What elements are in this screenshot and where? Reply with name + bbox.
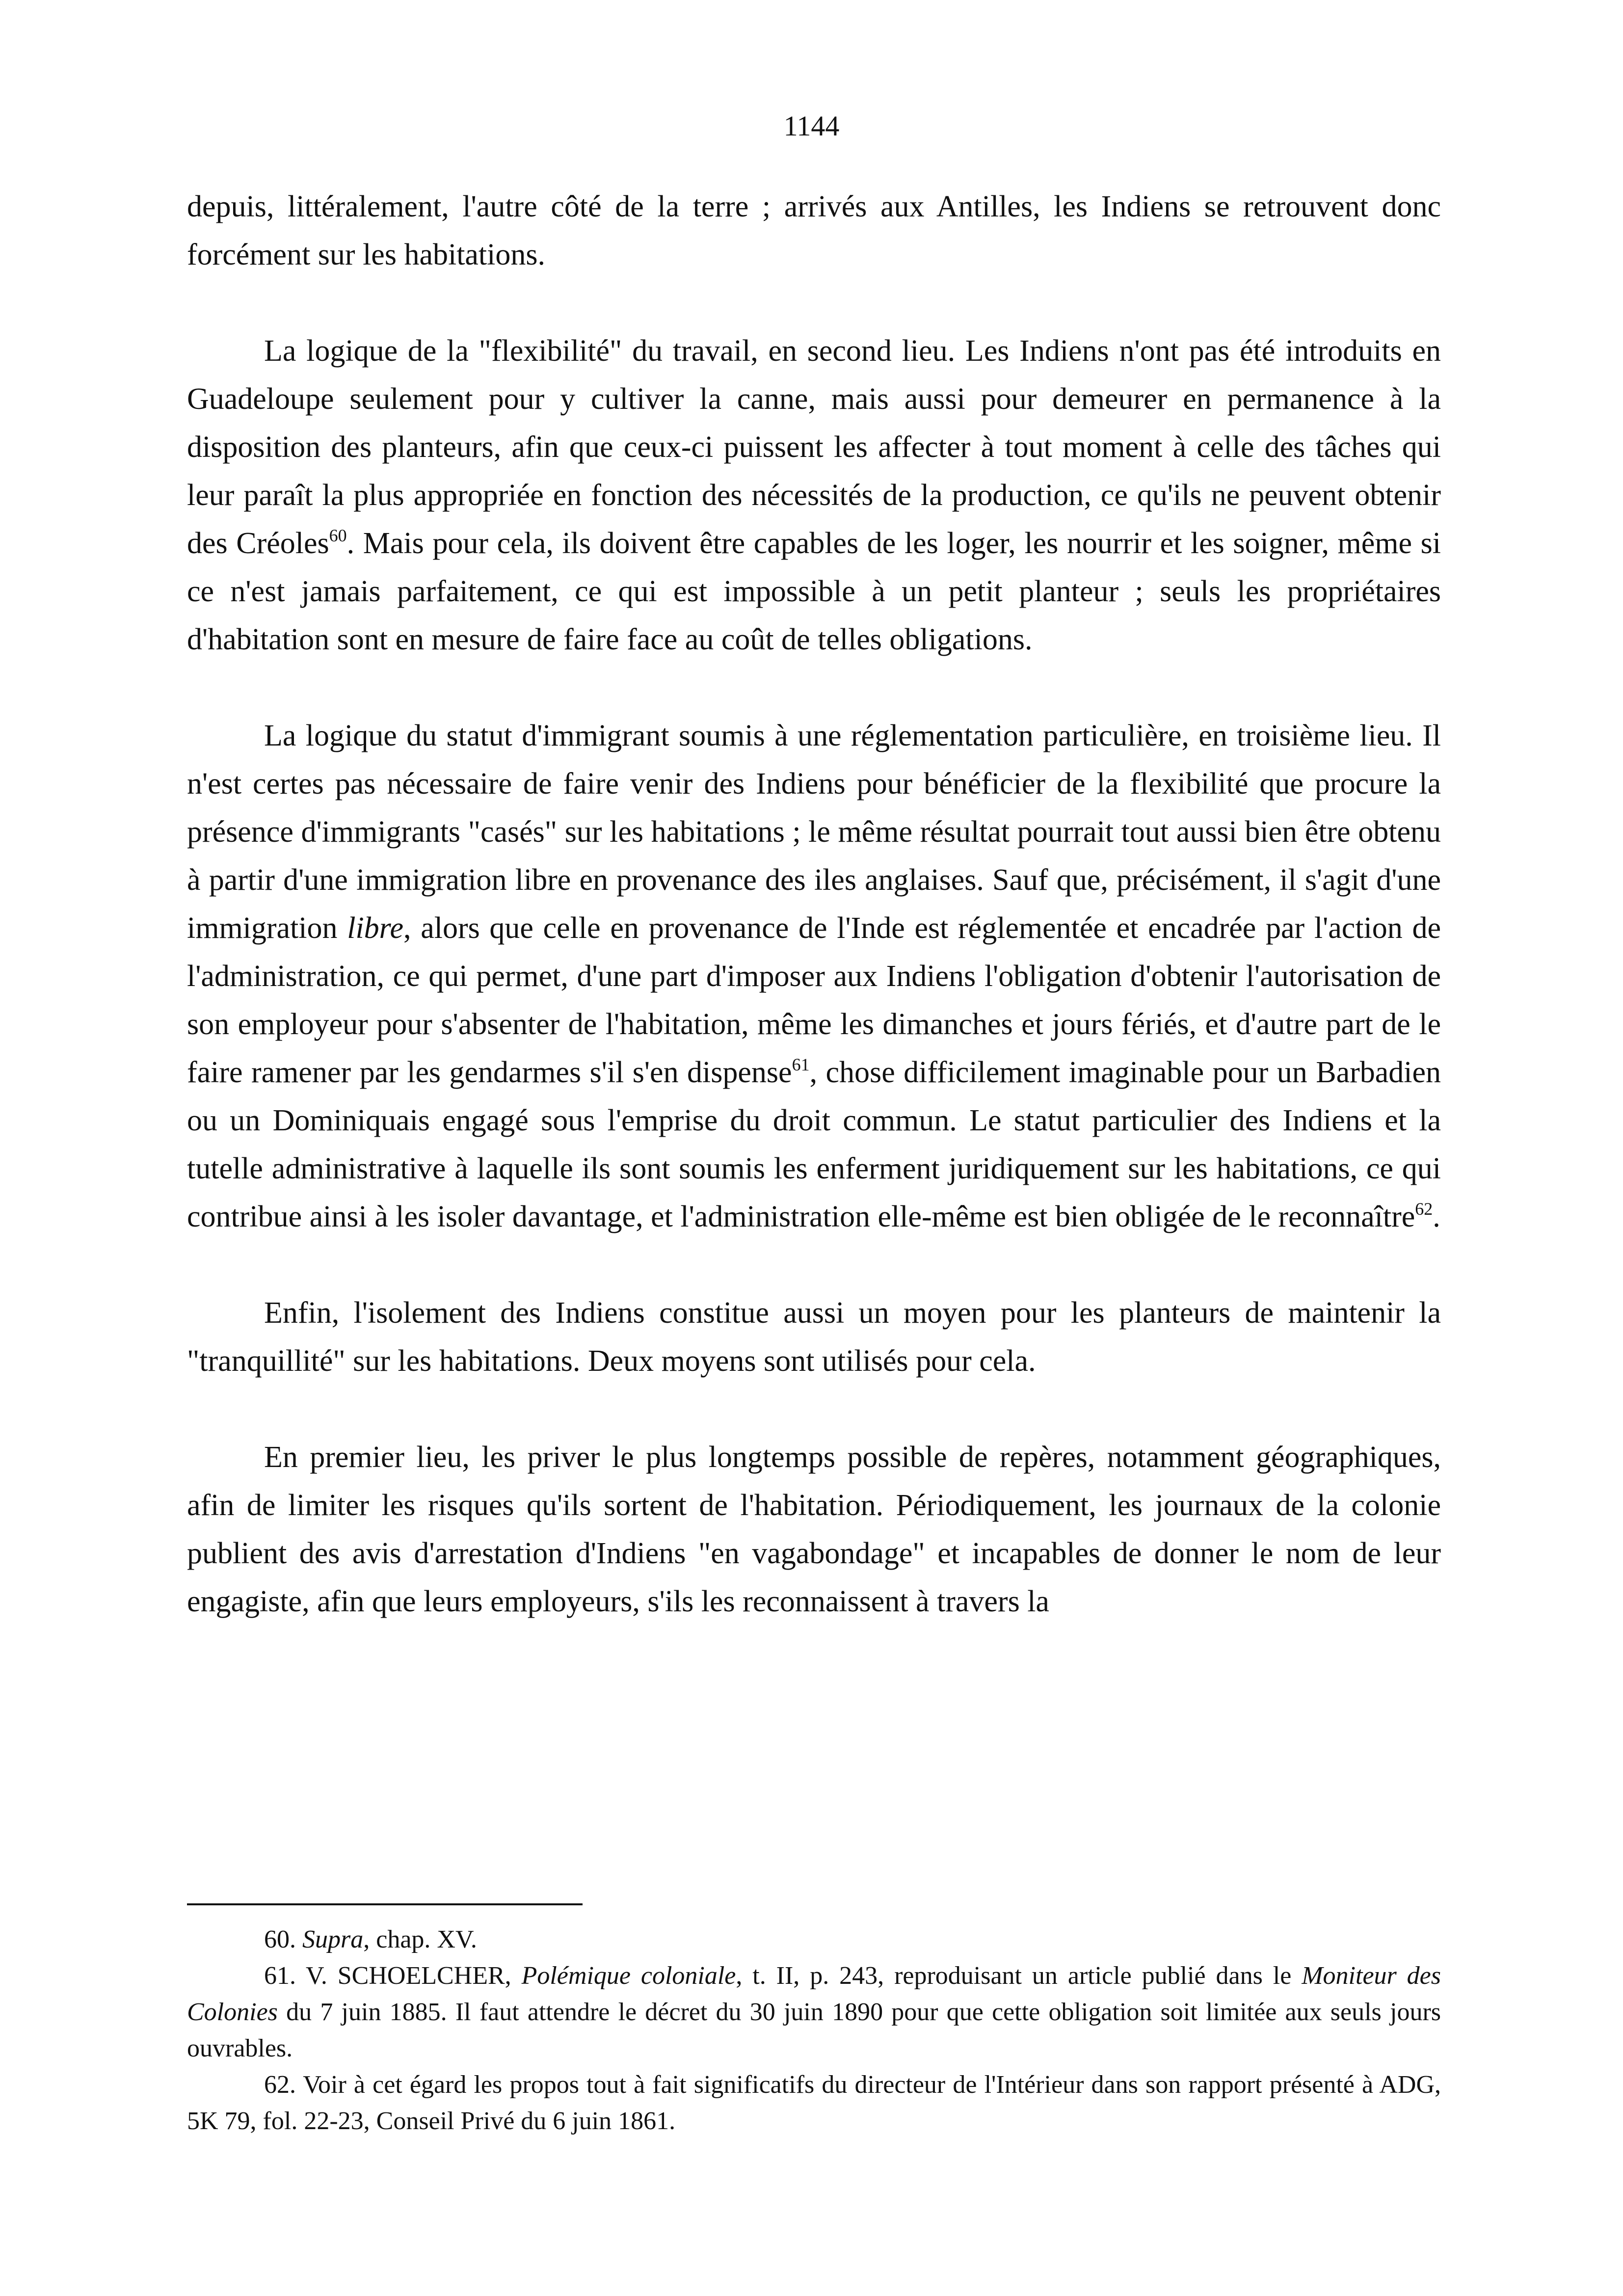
footnote-ref: 61 — [792, 1055, 810, 1074]
text-run: En premier lieu, les priver le plus longtemps possible de repères, notamment géographiques, afin de limiter les risques qu'ils sortent de l'habitation. Périodiquement, les journaux de la colonie publient des avis d'arrestation d'Indiens "en vagabondage" et incapables de donner le nom de leur engagiste, afin que leurs employeurs, s'ils les reconnaissent à travers la — [187, 1441, 1441, 1618]
italic-text: Moniteur des Colonies — [187, 1962, 1441, 2026]
footnote-ref: 62 — [1415, 1199, 1433, 1219]
italic-text: libre — [347, 911, 404, 945]
text-run: 60. — [264, 1925, 302, 1953]
text-run: , t. II, p. 243, reproduisant un article publié dans le — [736, 1962, 1302, 1990]
footnote-ref: 60 — [329, 526, 347, 545]
text-run: La logique du statut d'immigrant soumis à une réglementation particulière, en troisième lieu. Il n'est certes pas nécessaire de faire venir des Indiens pour bénéficier de la flexibilité que procure la présence d'immigrants "casés" sur les habitations ; le même résultat pourrait tout aussi bien être obtenu à partir d'une immigration libre en provenance des iles anglaises. Sauf que, précisément, il s'agit d'une immigration — [187, 719, 1441, 945]
text-run: depuis, littéralement, l'autre côté de la terre ; arrivés aux Antilles, les Indiens se retrouvent donc forcément sur les habitations. — [187, 190, 1441, 271]
text-run: 62. Voir à cet égard les propos tout à fait significatifs du directeur de l'Intérieur dans son rapport présenté à ADG, 5K 79, fol. 22-23, Conseil Privé du 6 juin 1861. — [187, 2071, 1441, 2135]
footnote — [187, 1958, 1441, 2067]
page-number: 1144 — [783, 110, 840, 142]
text-run: . Mais pour cela, ils doivent être capables de les loger, les nourrir et les soigner, même si ce n'est jamais parfaitement, ce qui est impossible à un petit planteur ; seuls les propriétaires d'habitation sont en mesure de faire face au coût de telles obligations. — [187, 527, 1441, 656]
text-run: , chap. XV. — [363, 1925, 477, 1953]
text-run: , chose difficilement imaginable pour un Barbadien ou un Dominiquais engagé sous l'emprise du droit commun. Le statut particulier des Indiens et la tutelle administrative à laquelle ils sont soumis les enferment juridiquement sur les habitations, ce qui contribue ainsi à les isoler davantage, et l'administration elle-même est bien obligée de le reconnaître — [187, 1056, 1441, 1233]
paragraph — [187, 183, 1441, 279]
footnote — [187, 2067, 1441, 2139]
text-run: La logique de la "flexibilité" du travail, en second lieu. Les Indiens n'ont pas été introduits en Guadeloupe seulement pour y cultiver la canne, mais aussi pour demeurer en permanence à la disposition des planteurs, afin que ceux-ci puissent les affecter à tout moment à celle des tâches qui leur paraît la plus appropriée en fonction des nécessités de la production, ce qu'ils ne peuvent obtenir des Créoles — [187, 334, 1441, 560]
italic-text: Supra — [302, 1925, 364, 1953]
paragraph — [187, 1289, 1441, 1385]
paragraph — [187, 712, 1441, 1241]
footnote — [187, 1922, 1441, 1958]
text-run: , alors que celle en provenance de l'Inde est réglementée et encadrée par l'action de l'administration, ce qui permet, d'une part d'imposer aux Indiens l'obligation d'obtenir l'autorisation de son employeur pour s'absenter de l'habitation, même les dimanches et jours fériés, et d'autre part de le faire ramener par les gendarmes s'il s'en dispense — [187, 911, 1441, 1089]
text-run: du 7 juin 1885. Il faut attendre le décret du 30 juin 1890 pour que cette obligation soit limitée aux seuls jours ouvrables. — [187, 1998, 1441, 2062]
text-run: 61. V. SCHOELCHER, — [264, 1962, 522, 1990]
text-run: Enfin, l'isolement des Indiens constitue aussi un moyen pour les planteurs de maintenir la "tranquillité" sur les habitations. Deux moyens sont utilisés pour cela. — [187, 1296, 1441, 1378]
paragraph — [187, 327, 1441, 664]
footnote-separator — [187, 1903, 583, 1905]
body-text — [187, 183, 1441, 1626]
footnotes — [187, 1922, 1441, 2139]
italic-text: Polémique coloniale — [521, 1962, 736, 1990]
text-run: . — [1433, 1200, 1440, 1233]
paragraph — [187, 1433, 1441, 1626]
